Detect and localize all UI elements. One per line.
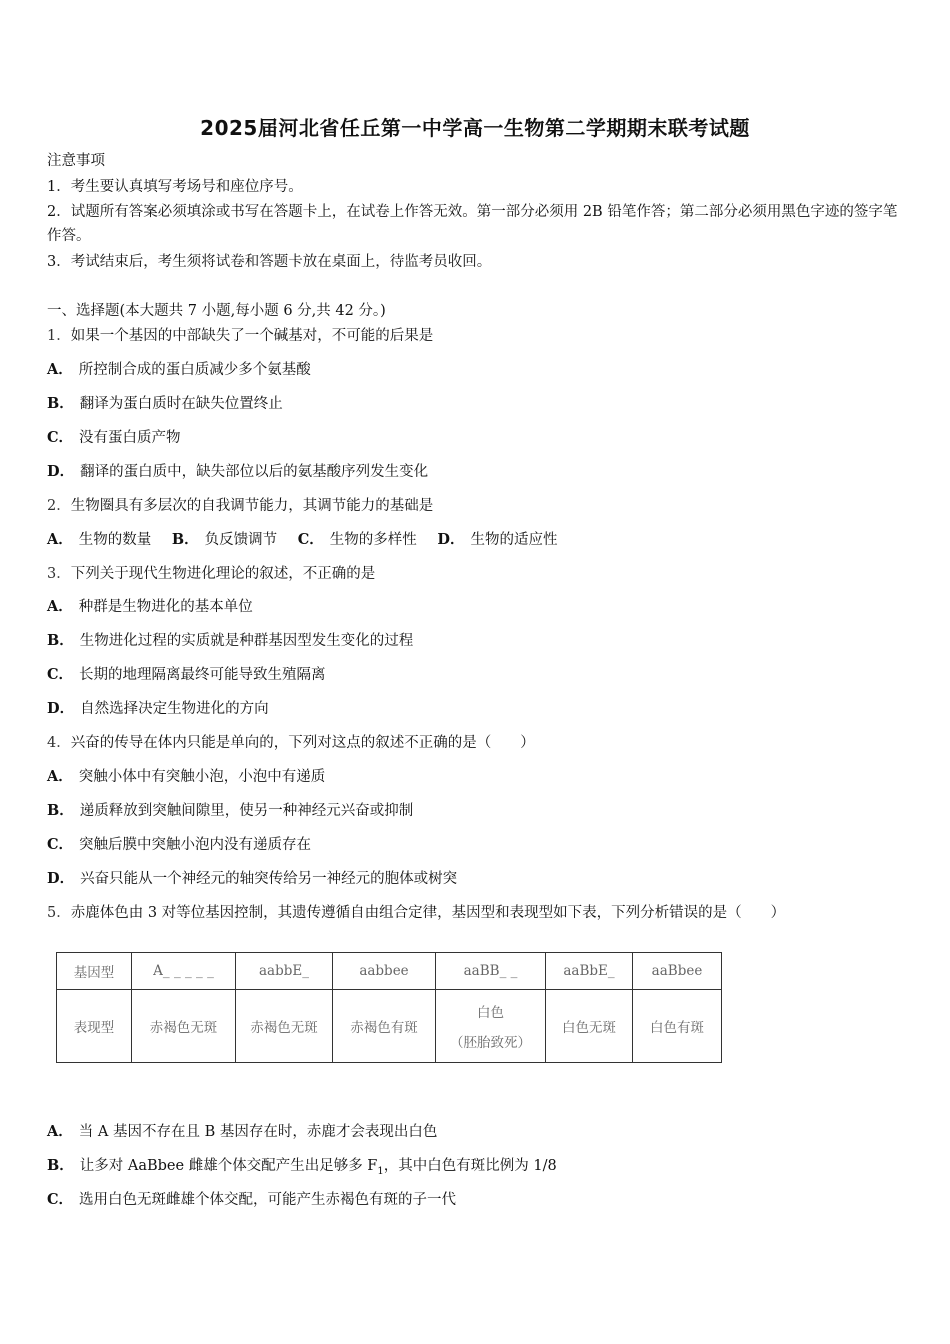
question-stem: 赤鹿体色由 3 对等位基因控制，其遗传遵循自由组合定律，基因型和表现型如下表，下列分析错误的是（ ） bbox=[70, 905, 786, 921]
question-number: 2． bbox=[47, 498, 71, 514]
q1-option-c bbox=[47, 428, 181, 448]
option-text: 翻译的蛋白质中，缺失部位以后的氨基酸序列发生变化 bbox=[80, 464, 429, 480]
question-stem: 如果一个基因的中部缺失了一个碱基对，不可能的后果是 bbox=[70, 328, 434, 344]
notice-item-2: 2．试题所有答案必须填涂或书写在答题卡上，在试卷上作答无效。第一部分必须用 2B 铅笔作答；第二部分必须用黑色字迹的签字笔作答。 bbox=[47, 204, 898, 244]
subscript: 1 bbox=[377, 1165, 384, 1177]
q4-option-c bbox=[47, 835, 311, 855]
table-cell: aaBbee bbox=[633, 953, 722, 990]
notice-item-3: 3．考试结束后，考生须将试卷和答题卡放在桌面上，待监考员收回。 bbox=[47, 254, 492, 270]
table-cell: aaBB_ _ bbox=[436, 953, 546, 990]
option-text: 递质释放到突触间隙里，使另一种神经元兴奋或抑制 bbox=[79, 803, 414, 819]
option-label: A． bbox=[47, 768, 73, 785]
table-row-genotype bbox=[57, 953, 722, 990]
notice-heading: 注意事项 bbox=[47, 153, 105, 169]
option-label: B． bbox=[47, 802, 74, 819]
question-number: 4． bbox=[47, 735, 71, 751]
q3-option-b bbox=[47, 631, 413, 651]
table-cell: A_ _ _ _ _ bbox=[132, 953, 236, 990]
option-text: 让多对 AaBbee 雌雄个体交配产生出足够多 F bbox=[79, 1158, 378, 1174]
option-text: 翻译为蛋白质时在缺失位置终止 bbox=[79, 396, 283, 412]
question-5 bbox=[47, 903, 785, 923]
q2-option-d bbox=[437, 532, 557, 548]
q5-option-c bbox=[47, 1190, 456, 1210]
question-4 bbox=[47, 733, 535, 753]
question-stem: 下列关于现代生物进化理论的叙述，不正确的是 bbox=[70, 566, 376, 582]
question-3 bbox=[47, 564, 375, 584]
table-cell: aabbee bbox=[333, 953, 436, 990]
option-text: 突触后膜中突触小泡内没有递质存在 bbox=[79, 837, 312, 853]
option-text: 自然选择决定生物进化的方向 bbox=[80, 701, 269, 717]
q1-option-d bbox=[47, 462, 428, 482]
option-text: 长期的地理隔离最终可能导致生殖隔离 bbox=[79, 667, 326, 683]
option-label: D． bbox=[47, 870, 75, 887]
q3-option-d bbox=[47, 699, 269, 719]
q1-option-b bbox=[47, 394, 283, 414]
q3-option-c bbox=[47, 665, 326, 685]
option-text: 选用白色无斑雌雄个体交配，可能产生赤褐色有斑的子一代 bbox=[79, 1192, 457, 1208]
option-label: D． bbox=[47, 463, 75, 480]
question-number: 3． bbox=[47, 566, 71, 582]
option-text: 兴奋只能从一个神经元的轴突传给另一神经元的胞体或树突 bbox=[80, 871, 458, 887]
table-cell: aaBbE_ bbox=[546, 953, 633, 990]
option-label: A． bbox=[47, 598, 73, 615]
notice-item-1: 1．考生要认真填写考场号和座位序号。 bbox=[47, 179, 303, 195]
table-cell: 赤褐色无斑 bbox=[132, 990, 236, 1063]
table-cell-lethal bbox=[436, 990, 546, 1063]
genotype-table bbox=[56, 952, 722, 1063]
table-cell: aabbE_ bbox=[236, 953, 333, 990]
option-label: D． bbox=[47, 700, 75, 717]
option-text-tail: ，其中白色有斑比例为 1/8 bbox=[383, 1158, 557, 1174]
option-text: 突触小体中有突触小泡，小泡中有递质 bbox=[78, 769, 326, 785]
option-text: 负反馈调节 bbox=[204, 532, 278, 548]
question-stem: 生物圈具有多层次的自我调节能力，其调节能力的基础是 bbox=[70, 498, 434, 514]
option-label: B． bbox=[47, 395, 74, 412]
question-stem: 兴奋的传导在体内只能是单向的，下列对这点的叙述不正确的是（ ） bbox=[70, 735, 535, 751]
table-cell: 白色无斑 bbox=[546, 990, 633, 1063]
table-row-phenotype bbox=[57, 990, 722, 1063]
q2-option-b bbox=[172, 532, 277, 548]
q5-option-a bbox=[47, 1122, 437, 1142]
q1-option-a bbox=[47, 360, 311, 380]
option-text: 生物的适应性 bbox=[470, 532, 558, 548]
option-text: 种群是生物进化的基本单位 bbox=[78, 599, 253, 615]
question-number: 5． bbox=[47, 905, 71, 921]
option-label: B． bbox=[47, 1157, 74, 1174]
option-label: C． bbox=[47, 836, 74, 853]
table-cell: 基因型 bbox=[57, 953, 132, 990]
option-label: A． bbox=[47, 531, 73, 548]
option-label: B． bbox=[47, 632, 74, 649]
option-label: C． bbox=[297, 531, 324, 548]
option-text: 生物的数量 bbox=[78, 532, 152, 548]
option-label: C． bbox=[47, 666, 74, 683]
option-label: A． bbox=[47, 361, 73, 378]
option-text: 当 A 基因不存在且 B 基因存在时，赤鹿才会表现出白色 bbox=[78, 1124, 438, 1140]
q4-option-d bbox=[47, 869, 457, 889]
q4-option-b bbox=[47, 801, 413, 821]
table-cell: 赤褐色无斑 bbox=[236, 990, 333, 1063]
q2-options-row bbox=[47, 530, 573, 550]
option-text: 生物的多样性 bbox=[329, 532, 417, 548]
option-label: A． bbox=[47, 1123, 73, 1140]
question-2 bbox=[47, 496, 433, 516]
q4-option-a bbox=[47, 767, 325, 787]
page-title: 2025届河北省任丘第一中学高一生物第二学期期末联考试题 bbox=[200, 116, 750, 140]
option-label: D． bbox=[437, 531, 465, 548]
q2-option-c bbox=[298, 532, 417, 548]
q5-option-b bbox=[47, 1156, 557, 1182]
option-label: C． bbox=[47, 429, 74, 446]
option-text: 生物进化过程的实质就是种群基因型发生变化的过程 bbox=[79, 633, 414, 649]
cell-note: （胚胎致死） bbox=[450, 1035, 531, 1051]
table-cell: 赤褐色有斑 bbox=[333, 990, 436, 1063]
question-number: 1． bbox=[47, 328, 71, 344]
option-text: 所控制合成的蛋白质减少多个氨基酸 bbox=[78, 362, 311, 378]
option-text: 没有蛋白质产物 bbox=[79, 430, 181, 446]
table-cell: 表现型 bbox=[57, 990, 132, 1063]
table-cell: 白色有斑 bbox=[633, 990, 722, 1063]
section-heading: 一、选择题(本大题共 7 小题,每小题 6 分,共 42 分。) bbox=[47, 303, 386, 319]
option-label: B． bbox=[171, 531, 199, 548]
q3-option-a bbox=[47, 597, 253, 617]
question-1 bbox=[47, 326, 433, 346]
q2-option-a bbox=[47, 532, 151, 548]
option-label: C． bbox=[47, 1191, 74, 1208]
cell-line: 白色 bbox=[477, 1005, 504, 1021]
